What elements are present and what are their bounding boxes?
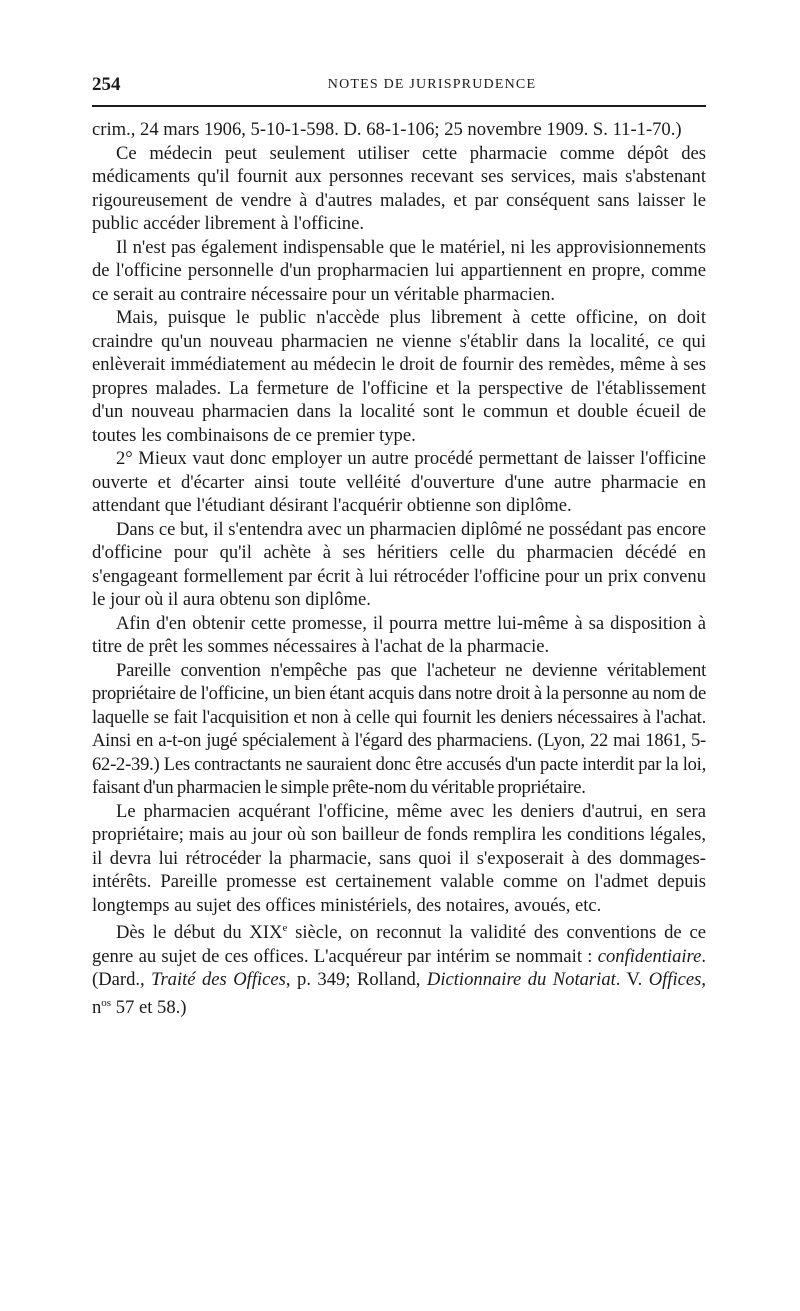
paragraph: Afin d'en obtenir cette promesse, il pourra mettre lui-même à sa disposition à titre de prêt les sommes nécessaires à l'achat de la pharmacie. — [92, 612, 706, 657]
paragraph: 2° Mieux vaut donc employer un autre procédé permettant de laisser l'officine ouverte et d'écarter ainsi toute velléité d'ouverture d'une autre pharmacie en attendant que l'étudiant désirant l'acquérir obtienne son diplôme. — [92, 448, 706, 516]
paragraph-last: Dès le début du XIXe siècle, on reconnut la validité des conventions de ce genre au sujet de ces offices. L'acquéreur par intérim se nommait : confidentiaire. (Dard., Traité des Offices, p. 349; Rolland, Dictionnaire du Notariat. V. Offices, $n^{os}$ 57 et 58.) — [92, 922, 707, 1018]
century-numeral: XIX — [249, 922, 283, 944]
term-confidentiaire: confidentiaire — [597, 945, 702, 967]
paragraph: Mais, puisque le public n'accède plus librement à cette officine, on doit craindre qu'un nouveau pharmacien ne vienne s'établir dans la localité, ce qui enlèverait immédiatement au médecin le droit de fournir des remèdes, même à ses propres malades. La fermeture de l'officine et la perspective de l'établissement d'un nouveau pharmacien dans la localité sont le commun et double écueil de toutes les combinaisons de ce premier type. — [92, 307, 706, 446]
paragraph: Il n'est pas également indispensable que le matériel, ni les approvisionnements de l'officine personnelle d'un propharmacien lui appartiennent en propre, comme ce serait au contraire nécessaire pour un véritable pharmacien. — [92, 236, 706, 305]
citation-work: Traité des Offices — [151, 969, 286, 991]
paragraph: Le pharmacien acquérant l'officine, même avec les deniers d'autrui, en sera propriétaire; mais au jour où son bailleur de fonds remplira les conditions légales, il devra lui rétrocéder la pharmacie, sans quoi il s'exposerait à des dommages-intérêts. Pareille promesse est certainement valable comme on l'admet depuis longtemps au sujet des offices ministériels, des notaires, avoués, etc. — [92, 800, 706, 916]
paragraph: Ce médecin peut seulement utiliser cette pharmacie comme dépôt des médicaments qu'il fournit aux personnes recevant ses services, mais s'abstenant rigoureusement de vendre à d'autres malades, et par conséquent sans laisser le public accéder librement à l'officine. — [92, 142, 706, 234]
paragraph: crim., 24 mars 1906, 5-10-1-598. D. 68-1-106; 25 novembre 1909. S. 11-1-70.) — [92, 119, 682, 140]
header-rule — [92, 105, 706, 107]
paragraph: Pareille convention n'empêche pas que l'acheteur ne devienne véritablement propriétaire de l'officine, un bien étant acquis dans notre droit à la personne au nom de laquelle se fait l'acquisition et non à celle qui fournit les deniers nécessaires à l'achat. Ainsi en a-t-on jugé spécialement à l'égard des pharmaciens. (Lyon, 22 mai 1861, 5-62-2-39.) Les contractants ne sauraient donc être accusés d'un pacte interdit par la loi, faisant d'un pharmacien le simple prête-nom du véritable propriétaire. — [92, 659, 706, 798]
page-header — [92, 74, 706, 96]
citation-work: Dictionnaire du Notariat — [426, 969, 616, 991]
body-text — [92, 118, 706, 1019]
citation-entry: Offices — [648, 969, 702, 991]
paragraph: Dans ce but, il s'entendra avec un pharmacien diplômé ne possédant pas encore d'officine pour qu'il achète à ses héritiers celle du pharmacien décédé en s'engageant formellement par écrit à lui rétrocéder l'officine pour un prix convenu le jour où il aura obtenu son diplôme. — [92, 518, 706, 610]
page-number: 254 — [92, 74, 121, 95]
running-title: NOTES DE JURISPRUDENCE — [327, 77, 537, 92]
